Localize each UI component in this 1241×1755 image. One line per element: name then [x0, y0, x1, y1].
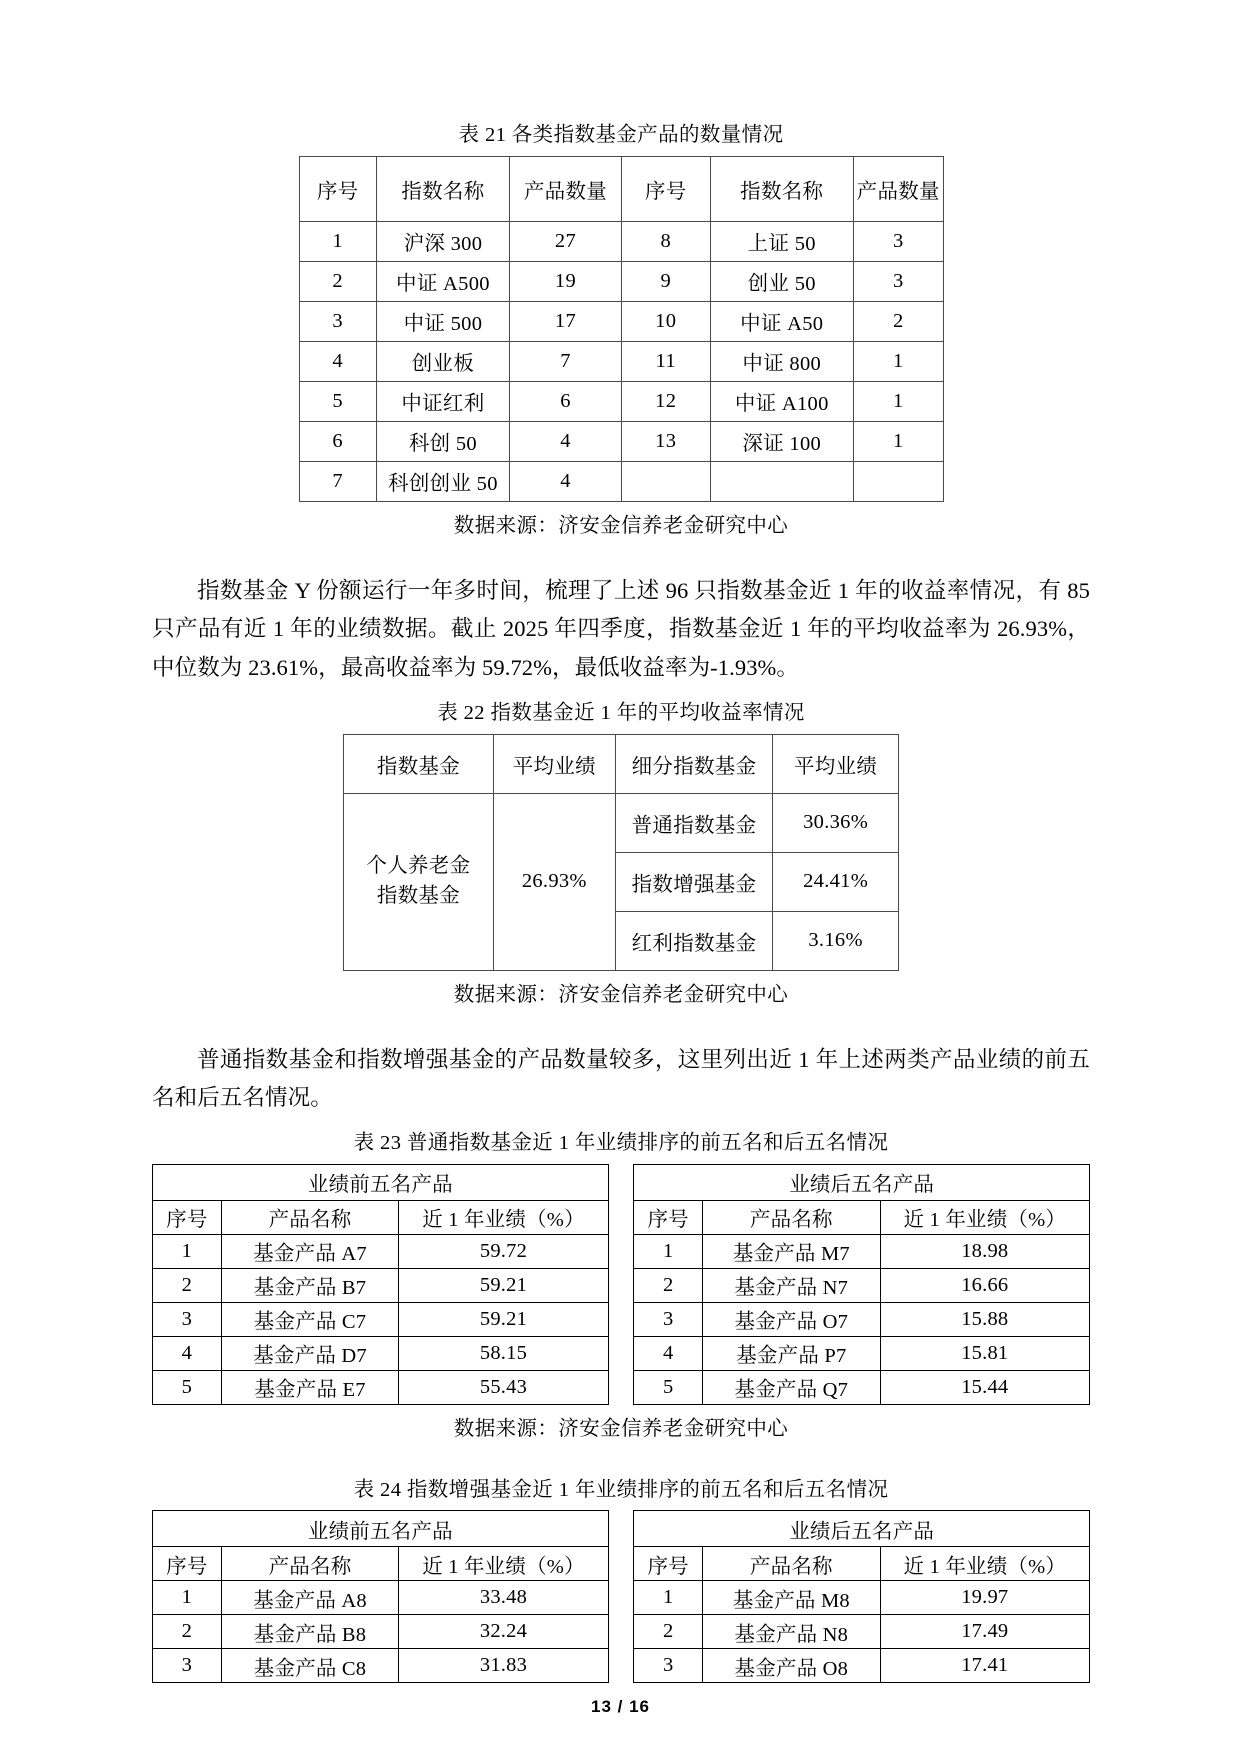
- table22-wrapper: [152, 734, 1090, 971]
- table21-cell: 2: [299, 261, 376, 301]
- table-row: [153, 1581, 1090, 1615]
- table21-cell: 深证 100: [710, 421, 853, 461]
- table24-caption: 表 24 指数增强基金近 1 年业绩排序的前五名和后五名情况: [353, 1478, 889, 1501]
- table-row: [153, 1615, 1090, 1649]
- table23-cell: 3: [153, 1302, 222, 1336]
- table21-header-cell: 序号: [299, 156, 376, 221]
- table22-group-label-line2: 指数基金: [376, 884, 461, 907]
- table22-header-row: [344, 734, 899, 793]
- table21-cell: 13: [621, 421, 710, 461]
- table23-cell: 2: [153, 1268, 222, 1302]
- table21: [299, 156, 944, 502]
- table21-cell: 7: [299, 461, 376, 501]
- table23-cell: 基金产品 A7: [221, 1234, 399, 1268]
- table24-group-bottom: 业绩后五名产品: [634, 1511, 1090, 1547]
- table21-caption: 表 21 各类指数基金产品的数量情况: [458, 124, 784, 146]
- table-gap: [608, 1302, 634, 1336]
- table21-cell: 3: [299, 301, 376, 341]
- table-gap: [608, 1268, 634, 1302]
- table24-cell: 基金产品 O8: [703, 1649, 881, 1683]
- table23-cell: 基金产品 O7: [703, 1302, 881, 1336]
- table23-cell: 5: [153, 1370, 222, 1404]
- table23-cell: 1: [634, 1234, 703, 1268]
- table-row: [153, 1268, 1090, 1302]
- table21-header-cell: 产品数量: [853, 156, 943, 221]
- table24-cell: 31.83: [399, 1649, 608, 1683]
- table24-header-row: [153, 1547, 1090, 1581]
- table21-cell: 10: [621, 301, 710, 341]
- table24: [152, 1510, 1090, 1683]
- page-content: [152, 120, 1090, 1683]
- paragraph-top-bottom-five: 普通指数基金和指数增强基金的产品数量较多，这里列出近 1 年上述两类产品业绩的前五名和后五名情况。: [152, 1046, 1090, 1111]
- table21-source: 数据来源：济安金信养老金研究中心: [453, 514, 789, 537]
- table22-cell: 30.36%: [773, 793, 899, 852]
- table-gap: [608, 1370, 634, 1404]
- table-row: [299, 381, 943, 421]
- table21-wrapper: [152, 156, 1090, 502]
- table24-cell: 33.48: [399, 1581, 608, 1615]
- table24-header-cell: 近 1 年业绩（%）: [880, 1547, 1089, 1581]
- table23-group-bottom: 业绩后五名产品: [634, 1164, 1090, 1200]
- table-row: [153, 1649, 1090, 1683]
- table21-cell: 中证 800: [710, 341, 853, 381]
- paragraph-index-fund-returns: 指数基金 Y 份额运行一年多时间，梳理了上述 96 只指数基金近 1 年的收益率情况，有 85 只产品有近 1 年的业绩数据。截止 2025 年四季度，指数基金近 1 年的平均收益率为 26.93%，中位数为 23.61%，最高收益率为 59.72%，最低收益率为-1.93%。: [152, 577, 1090, 681]
- table24-cell: 1: [634, 1581, 703, 1615]
- table24-cell: 3: [634, 1649, 703, 1683]
- table24-cell: 3: [153, 1649, 222, 1683]
- table23-cell: 基金产品 C7: [221, 1302, 399, 1336]
- table23-cell: 18.98: [880, 1234, 1089, 1268]
- table21-cell: 19: [510, 261, 622, 301]
- table-row: [299, 461, 943, 501]
- table24-cell: 基金产品 N8: [703, 1615, 881, 1649]
- table21-cell: [853, 461, 943, 501]
- table22-cell: 3.16%: [773, 911, 899, 970]
- section-spacer: [152, 1441, 1090, 1475]
- table22-cell: 红利指数基金: [615, 911, 772, 970]
- table-row: [299, 221, 943, 261]
- table22-cell: 24.41%: [773, 852, 899, 911]
- table22-header-cell: 平均业绩: [773, 734, 899, 793]
- table21-cell: 沪深 300: [376, 221, 509, 261]
- page-footer: 13 / 16: [591, 1697, 650, 1716]
- table23-header-cell: 近 1 年业绩（%）: [399, 1200, 608, 1234]
- table21-cell: 中证 A500: [376, 261, 509, 301]
- table21-cell: [710, 461, 853, 501]
- table23-cell: 59.21: [399, 1268, 608, 1302]
- table23-header-row: [153, 1200, 1090, 1234]
- table21-cell: 4: [510, 421, 622, 461]
- table-gap: [608, 1615, 634, 1649]
- table21-cell: 6: [510, 381, 622, 421]
- table24-header-cell: 产品名称: [703, 1547, 881, 1581]
- table21-cell: 7: [510, 341, 622, 381]
- table23-cell: 4: [634, 1336, 703, 1370]
- table21-cell: 8: [621, 221, 710, 261]
- table23-group-row: [153, 1164, 1090, 1200]
- table23-cell: 1: [153, 1234, 222, 1268]
- table23-cell: 基金产品 D7: [221, 1336, 399, 1370]
- table24-cell: 基金产品 M8: [703, 1581, 881, 1615]
- table23-cell: 15.88: [880, 1302, 1089, 1336]
- table24-cell: 基金产品 A8: [221, 1581, 399, 1615]
- table23-cell: 55.43: [399, 1370, 608, 1404]
- table21-header-cell: 指数名称: [710, 156, 853, 221]
- table23-cell: 3: [634, 1302, 703, 1336]
- table21-cell: 17: [510, 301, 622, 341]
- table23-cell: 基金产品 B7: [221, 1268, 399, 1302]
- table24-cell: 32.24: [399, 1615, 608, 1649]
- table-row: [299, 341, 943, 381]
- table24-cell: 基金产品 C8: [221, 1649, 399, 1683]
- table22-cell: 普通指数基金: [615, 793, 772, 852]
- table23-cell: 16.66: [880, 1268, 1089, 1302]
- table23-cell: 5: [634, 1370, 703, 1404]
- table22: [343, 734, 899, 971]
- table22-group-average: 26.93%: [493, 793, 615, 970]
- table-row: [299, 301, 943, 341]
- table23-header-cell: 序号: [153, 1200, 222, 1234]
- table-row: [299, 261, 943, 301]
- table23-cell: 2: [634, 1268, 703, 1302]
- table23-header-cell: 产品名称: [221, 1200, 399, 1234]
- table23-cell: 4: [153, 1336, 222, 1370]
- table21-cell: 科创创业 50: [376, 461, 509, 501]
- table21-cell: 上证 50: [710, 221, 853, 261]
- table-row: [299, 421, 943, 461]
- table-gap: [608, 1336, 634, 1370]
- table-row: [344, 793, 899, 852]
- table22-group-label: [344, 793, 494, 970]
- table21-cell: 5: [299, 381, 376, 421]
- table21-cell: 3: [853, 221, 943, 261]
- table21-cell: 12: [621, 381, 710, 421]
- table21-cell: 中证 A100: [710, 381, 853, 421]
- table21-cell: 11: [621, 341, 710, 381]
- table21-cell: [621, 461, 710, 501]
- table-row: [153, 1234, 1090, 1268]
- table21-cell: 2: [853, 301, 943, 341]
- table21-cell: 创业板: [376, 341, 509, 381]
- table-row: [153, 1336, 1090, 1370]
- table23-caption: 表 23 普通指数基金近 1 年业绩排序的前五名和后五名情况: [353, 1131, 889, 1154]
- table21-header-row: [299, 156, 943, 221]
- table24-group-row: [153, 1511, 1090, 1547]
- table-gap: [608, 1649, 634, 1683]
- table24-header-cell: 产品名称: [221, 1547, 399, 1581]
- table21-cell: 科创 50: [376, 421, 509, 461]
- table22-group-label-line1: 个人养老金: [366, 854, 471, 877]
- table-gap: [608, 1547, 634, 1581]
- table21-cell: 中证 500: [376, 301, 509, 341]
- table23-cell: 58.15: [399, 1336, 608, 1370]
- table21-cell: 4: [510, 461, 622, 501]
- table23-cell: 基金产品 P7: [703, 1336, 881, 1370]
- table-gap: [608, 1234, 634, 1268]
- table22-cell: 指数增强基金: [615, 852, 772, 911]
- table21-header-cell: 序号: [621, 156, 710, 221]
- table24-group-top: 业绩前五名产品: [153, 1511, 609, 1547]
- table23-cell: 59.72: [399, 1234, 608, 1268]
- table24-cell: 基金产品 B8: [221, 1615, 399, 1649]
- table23-header-cell: 序号: [634, 1200, 703, 1234]
- table21-header-cell: 指数名称: [376, 156, 509, 221]
- table22-source: 数据来源：济安金信养老金研究中心: [453, 983, 789, 1006]
- table23-source: 数据来源：济安金信养老金研究中心: [453, 1417, 789, 1440]
- table22-caption: 表 22 指数基金近 1 年的平均收益率情况: [437, 701, 805, 724]
- table24-cell: 17.41: [880, 1649, 1089, 1683]
- table24-cell: 17.49: [880, 1615, 1089, 1649]
- table22-header-cell: 指数基金: [344, 734, 494, 793]
- table23: [152, 1164, 1090, 1405]
- table21-cell: 1: [299, 221, 376, 261]
- table23-header-cell: 产品名称: [703, 1200, 881, 1234]
- table24-cell: 2: [153, 1615, 222, 1649]
- table21-cell: 1: [853, 421, 943, 461]
- table24-cell: 1: [153, 1581, 222, 1615]
- table23-cell: 基金产品 Q7: [703, 1370, 881, 1404]
- table21-cell: 中证红利: [376, 381, 509, 421]
- table23-header-cell: 近 1 年业绩（%）: [880, 1200, 1089, 1234]
- table-gap: [608, 1511, 634, 1547]
- table22-header-cell: 细分指数基金: [615, 734, 772, 793]
- table21-cell: 1: [853, 381, 943, 421]
- table24-header-cell: 序号: [634, 1547, 703, 1581]
- table21-cell: 27: [510, 221, 622, 261]
- table21-cell: 9: [621, 261, 710, 301]
- table24-header-cell: 近 1 年业绩（%）: [399, 1547, 608, 1581]
- table-row: [153, 1302, 1090, 1336]
- table21-cell: 创业 50: [710, 261, 853, 301]
- table23-cell: 基金产品 M7: [703, 1234, 881, 1268]
- table23-group-top: 业绩前五名产品: [153, 1164, 609, 1200]
- table23-cell: 15.81: [880, 1336, 1089, 1370]
- table21-cell: 4: [299, 341, 376, 381]
- table-gap: [608, 1581, 634, 1615]
- table-gap: [608, 1164, 634, 1200]
- table-gap: [608, 1200, 634, 1234]
- table24-cell: 2: [634, 1615, 703, 1649]
- table21-cell: 3: [853, 261, 943, 301]
- table23-cell: 基金产品 E7: [221, 1370, 399, 1404]
- table23-cell: 15.44: [880, 1370, 1089, 1404]
- table22-header-cell: 平均业绩: [493, 734, 615, 793]
- table24-header-cell: 序号: [153, 1547, 222, 1581]
- table23-cell: 基金产品 N7: [703, 1268, 881, 1302]
- table21-cell: 6: [299, 421, 376, 461]
- table-row: [153, 1370, 1090, 1404]
- table21-cell: 1: [853, 341, 943, 381]
- table23-cell: 59.21: [399, 1302, 608, 1336]
- table21-header-cell: 产品数量: [510, 156, 622, 221]
- table21-cell: 中证 A50: [710, 301, 853, 341]
- table24-cell: 19.97: [880, 1581, 1089, 1615]
